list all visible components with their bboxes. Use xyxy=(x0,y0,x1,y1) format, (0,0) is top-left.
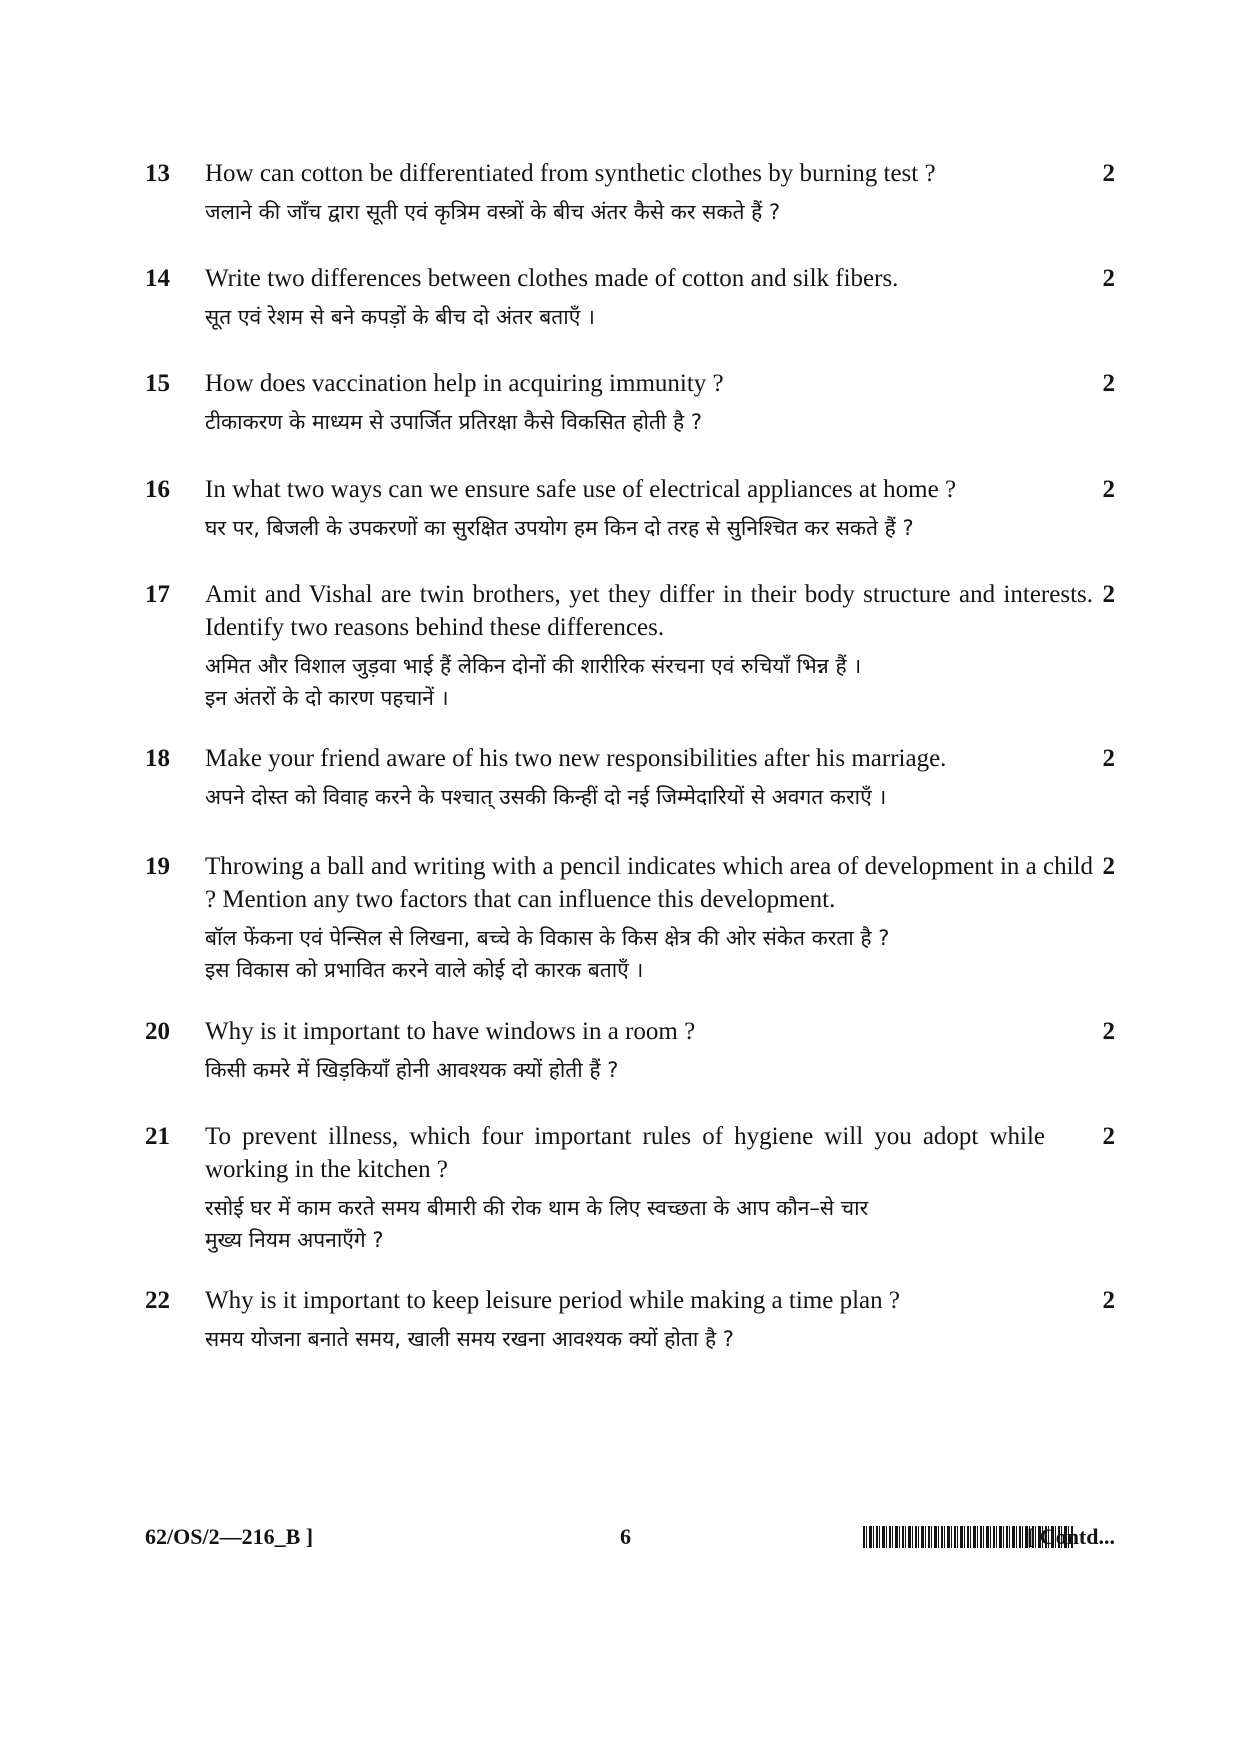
question-marks: 2 xyxy=(1102,581,1115,608)
question-text-hindi: इन अंतरों के दो कारण पहचानें । xyxy=(205,686,449,710)
question-marks: 2 xyxy=(1102,1018,1115,1045)
question-body xyxy=(205,1284,1075,1357)
question-number: 20 xyxy=(145,1018,170,1045)
question-marks: 2 xyxy=(1102,745,1115,772)
question-text-english: How does vaccination help in acquiring immunity ? xyxy=(205,370,724,397)
question-number: 16 xyxy=(145,476,170,503)
question-body xyxy=(205,850,1093,988)
question-number: 13 xyxy=(145,160,170,187)
question-marks: 2 xyxy=(1102,265,1115,292)
question-body xyxy=(205,1015,1075,1088)
question-text-hindi: समय योजना बनाते समय, खाली समय रखना आवश्यक क्यों होता है ? xyxy=(205,1327,734,1351)
question-body xyxy=(205,473,1105,546)
question-body xyxy=(205,742,1075,815)
question-text-english: To prevent illness, which four important rules of hygiene will you adopt while working in the kitchen ? xyxy=(205,1123,1045,1183)
question-text-english: Why is it important to keep leisure period while making a time plan ? xyxy=(205,1287,900,1314)
question-number: 17 xyxy=(145,581,170,608)
question-text-hindi: घर पर, बिजली के उपकरणों का सुरक्षित उपयोग हम किन दो तरह से सुनिश्चित कर सकते हैं ? xyxy=(205,516,914,540)
continued-label: [ Contd... xyxy=(1026,1524,1115,1549)
question-body xyxy=(205,262,1075,335)
question-marks: 2 xyxy=(1102,853,1115,880)
question-text-hindi: मुख्य नियम अपनाएँगे ? xyxy=(205,1228,384,1252)
question-number: 15 xyxy=(145,370,170,397)
page-footer xyxy=(145,1520,1115,1554)
question-number: 22 xyxy=(145,1287,170,1314)
question-number: 18 xyxy=(145,745,170,772)
question-number: 21 xyxy=(145,1123,170,1150)
question-body xyxy=(205,367,1075,440)
question-number: 19 xyxy=(145,853,170,880)
question-text-hindi: अमित और विशाल जुड़वा भाई हैं लेकिन दोनों की शारीरिक संरचना एवं रुचियाँ भिन्न हैं । xyxy=(205,654,862,678)
question-marks: 2 xyxy=(1102,1123,1115,1150)
question-body xyxy=(205,157,1075,230)
question-text-english: Throwing a ball and writing with a pencil indicates which area of development in a child ? Mention any two factors that can influence this development. xyxy=(205,853,1093,913)
question-text-hindi: जलाने की जाँच द्वारा सूती एवं कृत्रिम वस्त्रों के बीच अंतर कैसे कर सकते हैं ? xyxy=(205,200,781,224)
question-text-hindi: टीकाकरण के माध्यम से उपार्जित प्रतिरक्षा कैसे विकसित होती है ? xyxy=(205,410,702,434)
question-body xyxy=(205,578,1093,716)
question-text-hindi: किसी कमरे में खिड़कियाँ होनी आवश्यक क्यों होती हैं ? xyxy=(205,1058,619,1082)
question-marks: 2 xyxy=(1102,476,1115,503)
question-body xyxy=(205,1120,1045,1258)
question-text-english: Amit and Vishal are twin brothers, yet they differ in their body structure and interests. Identify two reasons behind these differences. xyxy=(205,581,1093,641)
question-text-hindi: अपने दोस्त को विवाह करने के पश्चात् उसकी किन्हीं दो नई जिम्मेदारियों से अवगत कराएँ । xyxy=(205,785,887,809)
question-marks: 2 xyxy=(1102,160,1115,187)
question-text-english: In what two ways can we ensure safe use of electrical appliances at home ? xyxy=(205,476,957,503)
question-marks: 2 xyxy=(1102,1287,1115,1314)
question-text-english: Write two differences between clothes made of cotton and silk fibers. xyxy=(205,265,899,292)
question-text-hindi: बॉल फेंकना एवं पेन्सिल से लिखना, बच्चे के विकास के किस क्षेत्र की ओर संकेत करता है ? xyxy=(205,926,890,950)
question-number: 14 xyxy=(145,265,170,292)
paper-code: 62/OS/2—216_B ] xyxy=(145,1524,314,1549)
question-marks: 2 xyxy=(1102,370,1115,397)
page-number: 6 xyxy=(620,1524,631,1549)
question-text-english: Make your friend aware of his two new responsibilities after his marriage. xyxy=(205,745,947,772)
question-text-english: How can cotton be differentiated from synthetic clothes by burning test ? xyxy=(205,160,936,187)
question-text-hindi: रसोई घर में काम करते समय बीमारी की रोक थाम के लिए स्वच्छता के आप कौन–से चार xyxy=(205,1196,869,1220)
question-text-hindi: सूत एवं रेशम से बने कपड़ों के बीच दो अंतर बताएँ । xyxy=(205,305,595,329)
question-text-english: Why is it important to have windows in a room ? xyxy=(205,1018,696,1045)
question-text-hindi: इस विकास को प्रभावित करने वाले कोई दो कारक बताएँ । xyxy=(205,958,644,982)
